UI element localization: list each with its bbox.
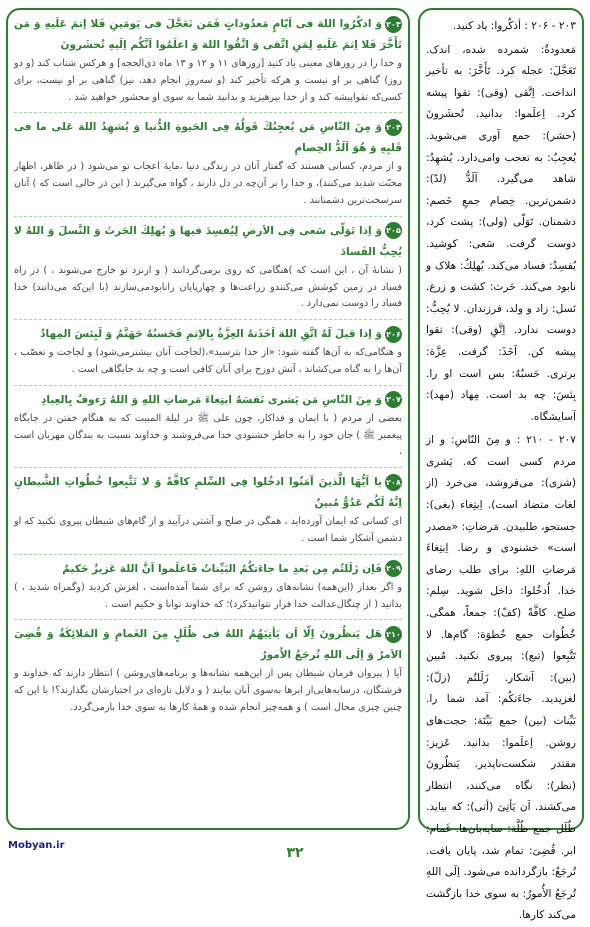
- verse-list: [14, 14, 402, 717]
- verse-number-badge: ۲۰۵: [385, 222, 402, 239]
- verse-translation: و هنگامی‌که به آن‌ها گفته شود: «از خدا بترسید»،(لجاجت آنان بیشترمی‌شود) و لجاجت و تعصّب ، آن‌ها را به گناه می‌کشاند ، آتش دوزخ برای آنان کافی است و چه بد جایگاهی است .: [14, 347, 402, 375]
- verse-translation: و از مردم، کسانی هستند که گفتار آنان در زندگی دنیا ،مایهٔ اعجاب تو می‌شود ( در ظاهر، اظهار محبّت شدید می‌کنند)، و خدا را بر آن‌چه در دل دارند ، گواه می‌گیرند ( این در حالی است که ) آنان سرسخت‌ترین دشمنانند .: [14, 161, 402, 206]
- verse-translation: ( نشانهٔ آن ، این است که )هنگامی که روی برمی‌گردانند ( و ازنزد تو خارج می‌شوند ، ) در راه فساد در زمین کوشش می‌کنندو زراعت‌ها و چهارپایان رانابودمی‌سازند (با این‌که می‌دانند) خدا فساد را دوست نمی‌دارد .: [14, 264, 402, 310]
- verse-block: [14, 624, 402, 716]
- glossary-paragraph: مَعدودةٌ: شمرده شده، اندک. تَعَجَّلَ: عجله کرد. تَأَخَّرَ: به تأخیر انداخت. اِتَّقى (وقى): تقوا پیشه کرد. اِعلَموا: بدانید. تُحشَرونَ (حشر): جمع آوری می‌شوید. یُعجِبُ: به تعجب وامی‌دارد. یُشهِدُ: شاهد می‌گیرد. اَلَدُّ (لدّ): دشمن‌ترین. خِصام جمعِ خَصم: دشمنان. تَوَلّى (ولى): پشت کرد، دوست گرفت. سَعى: کوشید. یُفسِدُ: فساد می‌کند. یُهلِكُ: هلاک و نابود می‌کند. حَرث: کشت و زرع. نَسل: زاد و ولد، فرزندان. لا یُحِبُّ: دوست ندارد. اِتَّقِ (وقى): تقوا پیشه کن. اَخَذَ: گرفت. عِزَّة: برتری. حَسبُهُ: بس است او را. بِئسَ: چه بد است. مِهاد (مهد): آسایشگاه.: [426, 43, 576, 423]
- verse-arabic-text: يا اَيُّهَا الَّذينَ آمَنُوا ادخُلوا فِى السِّلمِ كافَّةً وَ لا تَتَّبِعوا خُطُواتِ الشَّيطانِ اِنَّهُ لَكُم عَدُوٌّ مُبينٌ: [14, 476, 402, 510]
- verse-translation: ای کسانی که ایمان آورده‌اید ، همگی در صلح و آشتی درآیید و از گام‌های شیطان پیروی نکنید که او دشمن آشکار شما است .: [14, 516, 402, 544]
- verse-divider: [14, 112, 402, 113]
- verse-block: [14, 324, 402, 379]
- verse-arabic: [14, 559, 402, 580]
- verse-divider: [14, 467, 402, 468]
- verse-number-badge: ۲۰۶: [385, 326, 402, 343]
- verse-number-badge: ۲۱۰: [385, 626, 402, 643]
- verse-number-badge: ۲۰۳: [385, 16, 402, 33]
- verse-block: [14, 221, 402, 313]
- verse-arabic-text: فَاِن زَلَلتُم مِن بَعدِ ما جاءَتكُمُ البَيِّناتُ فَاعلَموا اَنَّ اللهَ عَزيزٌ حَكيمٌ: [62, 562, 382, 575]
- verse-translation: آیا ( پیروان فرمان شیطان پس از این‌همه نشانه‌ها و برنامه‌های‌روشن ) انتظار دارند که خداوند و فرشتگان، درسایه‌هایی‌از ابرها به‌سوی آنان بیایند ( و دلایل تازه‌ای در اختیارشان بگذارند؟! با این که چنین چیزی محال است ) و همه‌چیز انجام شده و همهٔ کارها به سوی خدا بازمی‌گردد.: [14, 668, 402, 713]
- verse-divider: [14, 619, 402, 620]
- verse-block: [14, 472, 402, 548]
- verses-panel: [6, 8, 410, 830]
- verse-arabic: [14, 324, 402, 345]
- verse-number-badge: ۲۰۸: [385, 474, 402, 491]
- verse-number-badge: ۲۰۴: [385, 119, 402, 136]
- verse-arabic-text: وَ اذكُرُوا اللهَ فى اَيّامٍ مَعدُوداتٍ فَمَن تَعَجَّلَ فى يَومَينِ فَلا اِثمَ عَلَيهِ وَ مَن تَأَخَّرَ فَلا اِثمَ عَلَيهِ لِمَنِ اتَّقى وَ اتَّقُوا اللهَ وَ اعلَمُوا اَنَّكُم اِلَيهِ تُحشَرونَ: [14, 18, 402, 51]
- verse-divider: [14, 385, 402, 386]
- verse-block: [14, 117, 402, 209]
- verse-divider: [14, 554, 402, 555]
- verse-arabic-text: هَل يَنظُرونَ اِلّا اَن يَأتِيَهُمُ اللهُ فى ظُلَلٍ مِنَ الغَمامِ وَ المَلائِكَةُ وَ قُضِىَ الاَمرُ وَ اِلَى اللهِ تُرجَعُ الاُمورُ: [14, 628, 402, 662]
- verse-arabic-text: وَ اِذا تَوَلّى سَعى فِى الاَرضِ لِيُفسِدَ فيها وَ يُهلِكَ الحَرثَ وَ النَّسلَ وَ اللهُ لا يُحِبُّ الفَسادَ: [14, 224, 402, 258]
- verse-translation: بعضی از مردم ( با ایمان و فداکار، چون علی ﷺ در لیلة المبیت که به هنگام خفتن در جایگاه پیغمبر ﷺ ) جان خود را به خاطر خشنودی خدا می‌فروشند و خداوند نسبت به بندگان مهربان است .: [14, 412, 402, 458]
- verse-translation: و خدا را در روزهای معینی یاد کنید [روزهای ۱۱ و ۱۲ و ۱۳ ماه ذی‌الحجه] و هرکس شتاب کند (و دو روز) گناهی بر او نیست و هرکه تأخیر کند (و سه‌روز انجام دهد، نیز) گناهی بر او نیست، برای کسی‌که تقواپیشه کند و از خدا بپرهیزید و بدانید شما به سوی او محشور خواهید شد .: [14, 58, 402, 103]
- verse-block: [14, 14, 402, 106]
- verse-arabic: [14, 624, 402, 666]
- verse-arabic: [14, 472, 402, 514]
- verse-arabic: [14, 221, 402, 263]
- verse-arabic: [14, 14, 402, 56]
- verse-arabic-text: وَ اِذا قيلَ لَهُ اتَّقِ اللهَ اَخَذَتهُ العِزَّةُ بِالاِثمِ فَحَسبُهُ جَهَنَّمُ وَ لَبِئسَ المِهادُ: [40, 328, 382, 341]
- verse-arabic: [14, 390, 402, 411]
- glossary-paragraph: ۲۰۳ - ۲۰۶ : أذكُروا: یاد کنید.: [452, 20, 576, 32]
- site-brand[interactable]: Mobyan.ir: [8, 840, 65, 851]
- verse-translation: و اگر بعداز (این‌همه) نشانه‌های روشن که برای شما آمده‌است ، لغزش کردید (وگمراه شدید ، ) بدانید ( از چنگال‌عدالت خدا فرار نتوانیدکرد)؛ که خداوند توانا و حکیم است .: [14, 581, 402, 610]
- verse-divider: [14, 319, 402, 320]
- verse-arabic-text: وَ مِنَ النّاسِ مَن يَشرى نَفسَهُ ابتِغاءَ مَرضاتِ اللهِ وَ اللهُ رَءوفٌ بِالعِبادِ: [40, 393, 382, 406]
- verse-divider: [14, 216, 402, 217]
- glossary-panel: [418, 8, 584, 922]
- verse-arabic-text: وَ مِنَ النّاسِ مَن يُعجِبُكَ قَولُهُ فِى الحَيوةِ الدُّنيا وَ يُشهِدُ اللهَ عَلى ما فى قَلبِهِ وَ هُوَ اَلَدُّ الخِصامِ: [14, 121, 402, 155]
- glossary-paragraph: ۲۰۷ - ۲۱۰ : و مِنَ النّاسِ: و از مردم کسی است که. یَشرى (شرى): می‌فروشد، می‌خرد (از لغات متضاد است). اِبتِغاء (بغى): جستجو، طلبیدن. مَرضاتِ: «مصدر است» خشنودی و رضا. اِبتِغاءَ مَرضاتِ اللهِ: برای طلب رضای خدا. اُدخُلوا: داخل شوید. سِلم: صلح. کافَّةً (کفّ): جمعاً، همگی. خُطُوات جمع خُطوَة: گام‌ها. لا تَتَّبِعوا (تبع): پیروی نکنید. مُبین (بین): آشکار. زَلَلتُم (زلّ): لغزیدید. جاءَتکُم: آمد شما را. بَیِّنات (بین) جمع بَیِّنَة: حجت‌های روشن. اِعلَموا: بدانید. عَزیز: مقتدر شکست‌ناپذیر. یَنظُرونَ (نظر): نگاه می‌کنند، انتظار می‌کشند. اَن یَأتِیَ (أتى): که بیاید. ظُلَل جمع ظُلَّة: سایه‌بان‌ها. غَمام: ابر. قُضِیَ: تمام شد، پایان یافت. تُرجَعُ: بازگردانده می‌شود. اِلَى اللهِ تُرجَعُ الأُمورُ: به سوی خدا بازگشت می‌کند کارها.: [426, 434, 576, 922]
- verse-number-badge: ۲۰۹: [385, 560, 402, 577]
- verse-number-badge: ۲۰۷: [385, 391, 402, 408]
- verse-block: [14, 559, 402, 614]
- verse-arabic: [14, 117, 402, 159]
- page-number: ۳۲: [286, 845, 304, 861]
- verse-block: [14, 390, 402, 461]
- glossary-body: [426, 16, 576, 927]
